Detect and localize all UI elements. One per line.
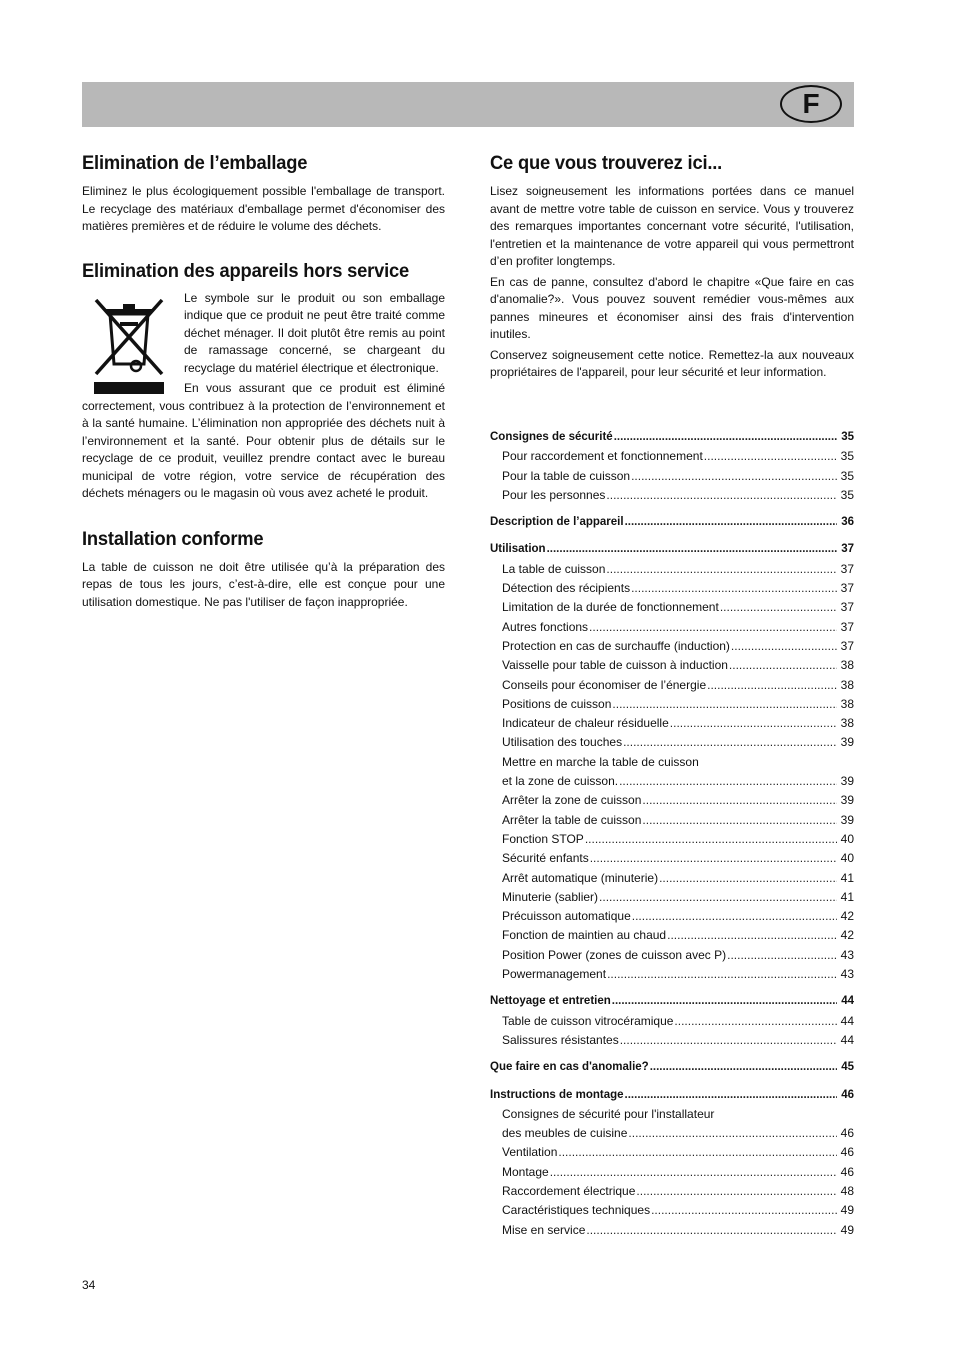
toc-leader xyxy=(631,579,837,598)
toc-leader xyxy=(558,1143,837,1162)
toc-leader xyxy=(599,888,837,907)
toc-entry xyxy=(490,656,854,675)
toc-label: Protection en cas de surchauffe (induction) xyxy=(502,638,730,653)
toc-leader xyxy=(642,791,837,810)
toc-leader xyxy=(590,849,837,868)
toc-page-number: 35 xyxy=(840,449,854,464)
paragraph: La table de cuisson ne doit être utilisée qu’à la préparation des repas de tous les jours, c’est-à-dire, elle est conçue pour une utilisation domestique. Ne pas l'utiliser de façon inappropriée. xyxy=(82,559,445,609)
toc-leader xyxy=(667,926,837,945)
toc-label: Pour raccordement et fonctionnement xyxy=(502,449,703,464)
toc-label: Vaisselle pour table de cuisson à induction xyxy=(502,658,728,673)
toc-label: Conseils pour économiser de l’énergie xyxy=(502,677,707,692)
disposal-content xyxy=(82,290,445,503)
toc-page-number: 46 xyxy=(841,1088,854,1101)
toc-entry xyxy=(490,772,854,791)
toc-entry xyxy=(490,926,854,945)
toc-entry xyxy=(490,733,854,752)
toc-page-number: 42 xyxy=(840,909,854,924)
toc-gap xyxy=(490,1050,854,1058)
toc-leader xyxy=(586,1221,837,1240)
toc-page-number: 38 xyxy=(840,658,854,673)
toc-page-number: 40 xyxy=(840,831,854,846)
toc-label: Raccordement électrique xyxy=(502,1183,636,1198)
toc-label: Fonction STOP xyxy=(502,831,584,846)
section-disposal xyxy=(82,260,445,503)
left-column xyxy=(82,152,445,637)
toc-entry xyxy=(490,1124,854,1143)
toc-page-number: 35 xyxy=(840,487,854,502)
toc-page-number: 42 xyxy=(840,928,854,943)
toc-entry xyxy=(490,965,854,984)
toc-page-number: 37 xyxy=(841,543,854,556)
toc-label: Table de cuisson vitrocéramique xyxy=(502,1013,674,1028)
toc-label: Que faire en cas d'anomalie? xyxy=(490,1061,649,1074)
toc-leader xyxy=(704,447,837,466)
right-column xyxy=(490,152,854,382)
toc-leader xyxy=(642,811,837,830)
toc-page-number: 37 xyxy=(840,600,854,615)
toc-entry xyxy=(490,486,854,505)
toc-entry xyxy=(490,946,854,965)
toc-page-number: 37 xyxy=(840,638,854,653)
toc-entry xyxy=(490,1105,854,1124)
toc-gap xyxy=(490,1078,854,1086)
toc-entry xyxy=(490,849,854,868)
toc-entry xyxy=(490,1163,854,1182)
toc-page-number: 46 xyxy=(840,1126,854,1141)
toc-page-number: 43 xyxy=(840,967,854,982)
toc-label: Utilisation des touches xyxy=(502,735,623,750)
toc-page-number: 48 xyxy=(840,1183,854,1198)
toc-entry xyxy=(490,830,854,849)
toc-label: Positions de cuisson xyxy=(502,696,612,711)
toc-page-number: 38 xyxy=(840,696,854,711)
toc-page-number: 39 xyxy=(840,812,854,827)
toc-leader xyxy=(631,467,837,486)
toc-leader xyxy=(625,513,837,532)
toc-entry xyxy=(490,560,854,579)
toc-label: Arrêter la table de cuisson xyxy=(502,812,642,827)
toc-page-number: 41 xyxy=(840,870,854,885)
toc-label: Minuterie (sablier) xyxy=(502,889,599,904)
toc-leader xyxy=(628,1124,837,1143)
toc-label: Position Power (zones de cuisson avec P) xyxy=(502,947,727,962)
toc-entry xyxy=(490,1182,854,1201)
toc-label: Autres fonctions xyxy=(502,619,589,634)
toc-page-number: 49 xyxy=(840,1222,854,1237)
toc-entry xyxy=(490,1012,854,1031)
toc-entry xyxy=(490,1143,854,1162)
toc-label: Fonction de maintien au chaud xyxy=(502,928,667,943)
paragraph: Lisez soigneusement les informations portées dans ce manuel avant de mettre votre table de cuisson en service. Vous y trouverez des remarques importantes concernant votre sécurité, l'utilisation, l'entretien et la maintenance de votre appareil qui vous permettront d’en profiter longtemps. xyxy=(490,184,854,268)
toc-leader xyxy=(623,733,837,752)
page-number: 34 xyxy=(82,1278,96,1292)
toc-entry xyxy=(490,791,854,810)
toc-label: Salissures résistantes xyxy=(502,1032,619,1047)
toc-entry xyxy=(490,676,854,695)
toc-page-number: 35 xyxy=(841,431,854,443)
toc-label: Mettre en marche la table de cuisson xyxy=(502,754,699,769)
toc-leader xyxy=(612,992,837,1011)
toc-page-number: 39 xyxy=(840,735,854,750)
toc-label: des meubles de cuisine xyxy=(502,1126,628,1141)
language-badge: F xyxy=(780,85,842,123)
toc-label: Utilisation xyxy=(490,543,546,556)
toc-page-number: 44 xyxy=(840,1013,854,1028)
toc-entry xyxy=(490,467,854,486)
toc-label: Limitation de la durée de fonctionnement xyxy=(502,600,719,615)
toc-leader xyxy=(651,1201,837,1220)
toc-entry xyxy=(490,637,854,656)
toc-entry xyxy=(490,753,854,772)
toc-label: Consignes de sécurité xyxy=(490,431,613,443)
toc-page-number: 39 xyxy=(840,793,854,808)
toc-gap xyxy=(490,505,854,513)
toc-label: Détection des récipients xyxy=(502,581,631,596)
toc-leader xyxy=(606,560,837,579)
toc-label: Arrêt automatique (minuterie) xyxy=(502,870,659,885)
crossed-out-wheelie-bin-icon xyxy=(90,292,168,396)
toc-chapter xyxy=(490,1058,854,1077)
toc-entry xyxy=(490,907,854,926)
toc-page-number: 46 xyxy=(840,1164,854,1179)
toc-label: Pour la table de cuisson xyxy=(502,468,631,483)
toc-page-number: 37 xyxy=(840,581,854,596)
toc-leader xyxy=(619,772,837,791)
toc-label: Consignes de sécurité pour l'installateur xyxy=(502,1106,715,1121)
toc-label: Arrêter la zone de cuisson xyxy=(502,793,642,808)
toc-entry xyxy=(490,618,854,637)
section-packaging xyxy=(82,152,445,236)
toc-label: Sécurité enfants xyxy=(502,851,589,866)
toc-entry xyxy=(490,695,854,714)
toc-entry xyxy=(490,447,854,466)
toc-label: Caractéristiques techniques xyxy=(502,1203,651,1218)
toc-leader xyxy=(674,1012,837,1031)
toc-chapter xyxy=(490,1086,854,1105)
toc-leader xyxy=(625,1086,837,1105)
toc-leader xyxy=(612,695,837,714)
toc-entry xyxy=(490,869,854,888)
toc-leader xyxy=(632,907,837,926)
toc-page-number: 41 xyxy=(840,889,854,904)
toc-page-number: 45 xyxy=(841,1061,854,1074)
toc-leader xyxy=(547,540,837,559)
toc-label: et la zone de cuisson. xyxy=(502,774,619,789)
toc-label: La table de cuisson xyxy=(502,561,606,576)
toc-entry xyxy=(490,1201,854,1220)
toc-leader xyxy=(607,965,837,984)
toc-page-number: 44 xyxy=(840,1032,854,1047)
paragraph: Eliminez le plus écologiquement possible l'emballage de transport. Le recyclage des matériaux d'emballage permet d'économiser des matières premières et de réduire le volume des déchets. xyxy=(82,184,445,233)
toc-entry xyxy=(490,811,854,830)
toc-leader xyxy=(720,598,837,617)
toc-gap xyxy=(490,532,854,540)
toc-page-number: 40 xyxy=(840,851,854,866)
toc-leader xyxy=(727,946,837,965)
toc-page-number: 49 xyxy=(840,1203,854,1218)
toc-leader xyxy=(620,1031,837,1050)
toc-chapter xyxy=(490,428,854,447)
toc-chapter xyxy=(490,513,854,532)
toc-page-number: 35 xyxy=(840,468,854,483)
toc-entry xyxy=(490,714,854,733)
toc-label: Mise en service xyxy=(502,1222,586,1237)
paragraph: Le symbole sur le produit ou son emballage indique que ce produit ne peut être traité comme déchet ménager. Il doit plutôt être remis au point de ramassage concerné, se chargeant du recyclage du matériel électrique et électronique. xyxy=(184,290,445,375)
toc-page-number: 37 xyxy=(840,619,854,634)
toc-page-number: 44 xyxy=(841,995,854,1008)
section-title: Installation conforme xyxy=(82,527,264,550)
toc-page-number: 37 xyxy=(840,561,854,576)
paragraph: Conservez soigneusement cette notice. Remettez-la aux nouveaux propriétaires de l'appareil, pour leur sécurité et leur information. xyxy=(490,347,854,379)
toc-entry xyxy=(490,1221,854,1240)
paragraph: En vous assurant que ce produit est éliminé correctement, vous contribuez à la protection de l’environnement et à la santé humaine. L’élimination non appropriée des déchets nuit à l’environnement et la santé. Pour obtenir plus de détails sur le recyclage de ce produit, veuillez prendre contact avec le bureau municipal de votre région, votre service de récupération des déchets ménagers ou le magasin où vous avez acheté le produit. xyxy=(82,381,445,500)
toc-leader xyxy=(670,714,837,733)
toc-label: Précuisson automatique xyxy=(502,909,631,924)
toc-leader xyxy=(585,830,837,849)
toc-leader xyxy=(659,869,837,888)
section-title: Ce que vous trouverez ici... xyxy=(490,152,723,174)
toc-label: Ventilation xyxy=(502,1145,558,1160)
toc-label: Powermanagement xyxy=(502,967,607,982)
toc-chapter xyxy=(490,992,854,1011)
header-bar xyxy=(82,82,854,127)
toc-leader xyxy=(729,656,837,675)
toc-page-number: 38 xyxy=(840,677,854,692)
toc-entry xyxy=(490,888,854,907)
toc-leader xyxy=(707,676,837,695)
toc-page-number: 38 xyxy=(840,716,854,731)
toc-chapter xyxy=(490,540,854,559)
section-title: Elimination de l’emballage xyxy=(82,152,308,174)
toc-label: Description de l’appareil xyxy=(490,516,624,529)
toc-gap xyxy=(490,984,854,992)
toc-leader xyxy=(606,486,837,505)
toc-leader xyxy=(636,1182,837,1201)
toc-page-number: 39 xyxy=(840,774,854,789)
toc-leader xyxy=(614,428,837,447)
toc-label: Pour les personnes xyxy=(502,487,606,502)
section-installation xyxy=(82,528,445,612)
toc-page-number: 36 xyxy=(841,516,854,529)
toc-label: Indicateur de chaleur résiduelle xyxy=(502,716,669,731)
toc-page-number: 43 xyxy=(840,947,854,962)
section-title: Elimination des appareils hors service xyxy=(82,259,410,282)
toc-label: Instructions de montage xyxy=(490,1088,624,1101)
toc-leader xyxy=(650,1058,837,1077)
toc-leader xyxy=(731,637,837,656)
toc-leader xyxy=(550,1163,837,1182)
toc-leader xyxy=(589,618,837,637)
toc-entry xyxy=(490,598,854,617)
toc-label: Montage xyxy=(502,1164,549,1179)
paragraph: En cas de panne, consultez d'abord le chapitre «Que faire en cas d'anomalie?». Vous pouvez souvent remédier vous-mêmes aux pannes mineures et économiser ainsi des frais d'intervention inutiles. xyxy=(490,274,854,341)
toc-page-number: 46 xyxy=(840,1145,854,1160)
toc-entry xyxy=(490,579,854,598)
toc-label: Nettoyage et entretien xyxy=(490,995,611,1008)
toc-entry xyxy=(490,1031,854,1050)
table-of-contents xyxy=(490,428,854,1240)
